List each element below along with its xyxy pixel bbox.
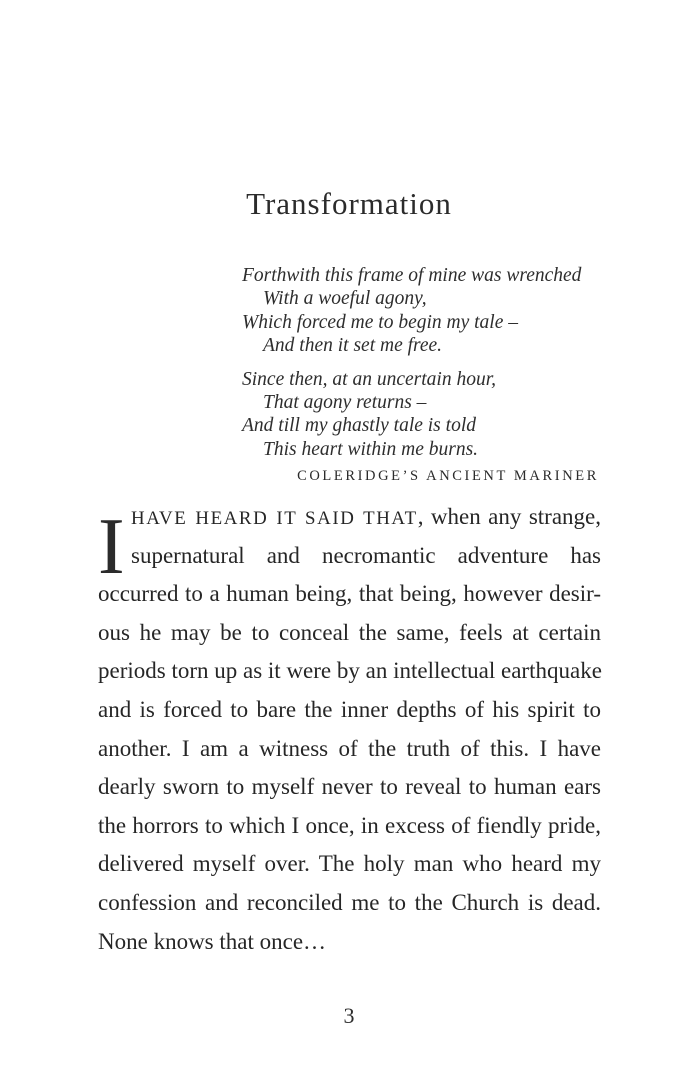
body-line: occurred to a human being, that being, however desir- — [98, 581, 601, 607]
epigraph-line: And till my ghastly tale is told — [242, 415, 476, 437]
body-line: another. I am a witness of the truth of this. I have — [98, 735, 601, 761]
epigraph-stanza-1 — [242, 264, 599, 358]
epigraph-line: Forthwith this frame of mine was wrenched — [242, 265, 582, 286]
epigraph-line: Since then, at an uncertain hour, — [242, 368, 497, 390]
drop-cap: I — [98, 503, 125, 591]
body-line — [98, 498, 601, 537]
epigraph-line: With a woeful agony, — [263, 288, 427, 310]
body-line: the horrors to which I once, in excess of fiendly pride, — [98, 812, 601, 838]
epigraph-line: Which forced me to begin my tale – — [242, 311, 518, 333]
body-line: periods torn up as it were by an intellectual earthquake — [98, 658, 602, 684]
chapter-title: Transformation — [246, 186, 452, 221]
epigraph — [242, 264, 599, 489]
epigraph-line: That agony returns – — [263, 392, 427, 414]
epigraph-line: And then it set me free. — [263, 335, 443, 357]
body-line: None knows that once… — [98, 928, 327, 954]
body-line: dearly sworn to myself never to reveal to human ears — [98, 774, 601, 800]
epigraph-line: This heart within me burns. — [263, 438, 479, 460]
body-line: ous he may be to conceal the same, feels at certain — [98, 619, 601, 645]
page-number: 3 — [343, 1003, 355, 1028]
body-line: supernatural and necromantic adventure has — [131, 542, 601, 568]
body-line: and is forced to bare the inner depths of his spirit to — [98, 696, 601, 722]
body-line: delivered myself over. The holy man who heard my — [98, 851, 601, 877]
epigraph-stanza-2 — [242, 368, 599, 462]
body-line: confession and reconciled me to the Church is dead. — [98, 889, 601, 915]
opening-smallcaps: HAVE HEARD IT SAID THAT — [131, 508, 418, 529]
epigraph-attribution: COLERIDGE’S ANCIENT MARINER — [297, 468, 599, 485]
body-line-text: , when any strange, — [417, 504, 601, 529]
body-paragraph — [98, 498, 601, 961]
